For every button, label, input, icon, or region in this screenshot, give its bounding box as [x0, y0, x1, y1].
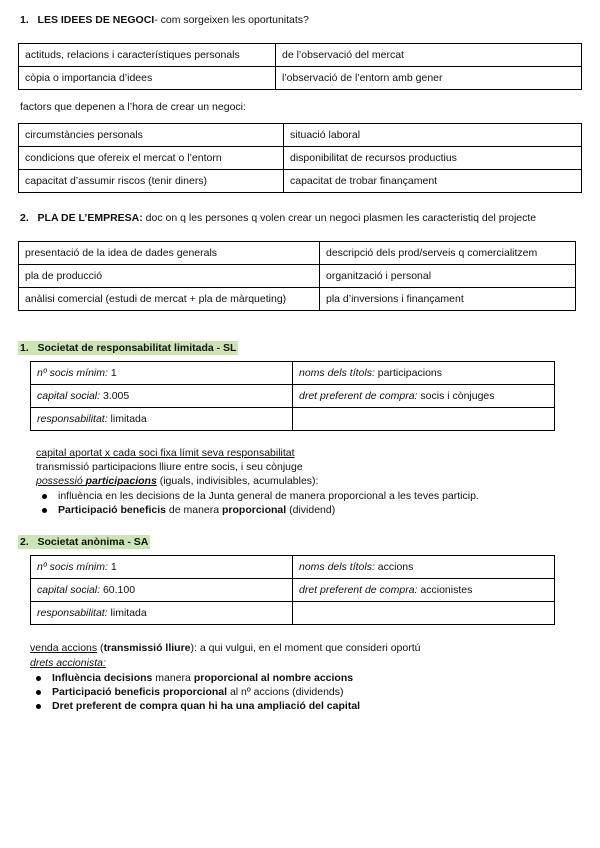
table-cell: nº socis mínim: 1 — [31, 556, 293, 579]
section1-heading — [20, 14, 309, 26]
sa-bullet-list — [30, 671, 360, 713]
table-cell: circumstàncies personals — [19, 124, 284, 147]
sa-heading-text: 2. Societat anònima - SA — [20, 536, 149, 548]
table-cell: organització i personal — [320, 265, 576, 288]
sl-bullet-list — [36, 489, 479, 517]
table-cell: capacitat de trobar finançament — [284, 170, 582, 193]
table-row — [19, 147, 582, 170]
table-cell: capital social: 3.005 — [31, 385, 293, 408]
table-cell: l’observació de l’entorn amb gener — [276, 67, 582, 90]
table-row — [19, 124, 582, 147]
list-item: Participació beneficis de manera proporcional (dividend) — [36, 503, 479, 517]
sa-table — [30, 555, 555, 625]
table-cell: noms dels títols: accions — [293, 556, 555, 579]
table-cell: dret preferent de compra: accionistes — [293, 579, 555, 602]
table-cell: de l’observació del mercat — [276, 44, 582, 67]
sl-heading — [18, 342, 238, 354]
table-row — [19, 265, 576, 288]
table-row — [19, 170, 582, 193]
section1-title: LES IDEES DE NEGOCI — [37, 14, 155, 26]
section2-number: 2. — [20, 212, 29, 224]
table-cell: disponibilitat de recursos productius — [284, 147, 582, 170]
section2-title: PLA DE L’EMPRESA: — [37, 212, 143, 224]
table-cell: descripció dels prod/serveis q comercialitzem — [320, 242, 576, 265]
list-item: Influència decisions manera proporcional al nombre accions — [30, 671, 360, 685]
table-cell: condicions que ofereix el mercat o l’entorn — [19, 147, 284, 170]
sa-heading — [18, 536, 150, 548]
section2-heading — [20, 212, 536, 224]
factors-table — [18, 123, 582, 193]
list-item: Dret preferent de compra quan hi ha una ampliació del capital — [30, 699, 360, 713]
section1-subtitle: - com sorgeixen les oportunitats? — [154, 14, 309, 26]
table-cell: actituds, relacions i característiques personals — [19, 44, 276, 67]
list-item: influència en les decisions de la Junta general de manera proporcional a les teves particip. — [36, 489, 479, 503]
table-cell: anàlisi comercial (estudi de mercat + pla de màrqueting) — [19, 288, 320, 311]
section2-subtitle: doc on q les persones q volen crear un negoci plasmen les caracteristiq del projecte — [142, 212, 537, 224]
list-item: Participació beneficis proporcional al nº accions (dividends) — [30, 685, 360, 699]
table-row — [19, 67, 582, 90]
table-cell: situació laboral — [284, 124, 582, 147]
table-cell: nº socis mínim: 1 — [31, 362, 293, 385]
table-row — [31, 556, 555, 579]
table-cell: presentació de la idea de dades generals — [19, 242, 320, 265]
table-cell: responsabilitat: limitada — [31, 408, 293, 431]
table-row — [19, 44, 582, 67]
table-cell — [293, 408, 555, 431]
sl-table — [30, 361, 555, 431]
table-cell: pla de producció — [19, 265, 320, 288]
factors-intro: factors que depenen a l’hora de crear un negoci: — [20, 101, 246, 113]
table-cell: dret preferent de compra: socis i cònjuges — [293, 385, 555, 408]
table-row — [31, 579, 555, 602]
table-cell: noms dels títols: participacions — [293, 362, 555, 385]
sl-line-capital: capital aportat x cada soci fixa límit seva responsabilitat — [36, 447, 295, 459]
table-cell: responsabilitat: limitada — [31, 602, 293, 625]
sa-line-sale: venda accions (transmissió lliure): a qui vulgui, en el moment que consideri oportú — [30, 642, 421, 654]
table-cell: capital social: 60.100 — [31, 579, 293, 602]
table-row — [31, 385, 555, 408]
table-cell: còpia o importancia d’idees — [19, 67, 276, 90]
sl-heading-text: 1. Societat de responsabilitat limitada - SL — [20, 342, 237, 354]
sa-line-rights: drets accionista: — [30, 657, 106, 669]
sl-line-transmission: transmissió participacions lliure entre socis, i seu cònjuge — [36, 461, 303, 473]
business-plan-table — [18, 241, 576, 311]
section1-number: 1. — [20, 14, 29, 26]
table-cell: pla d’inversions i finançament — [320, 288, 576, 311]
table-row — [31, 408, 555, 431]
table-row — [31, 602, 555, 625]
sources-table — [18, 43, 582, 90]
table-row — [31, 362, 555, 385]
table-cell — [293, 602, 555, 625]
sl-line-possession: possessió participacions (iguals, indivisibles, acumulables): — [36, 475, 319, 487]
table-cell: capacitat d’assumir riscos (tenir diners) — [19, 170, 284, 193]
table-row — [19, 288, 576, 311]
table-row — [19, 242, 576, 265]
